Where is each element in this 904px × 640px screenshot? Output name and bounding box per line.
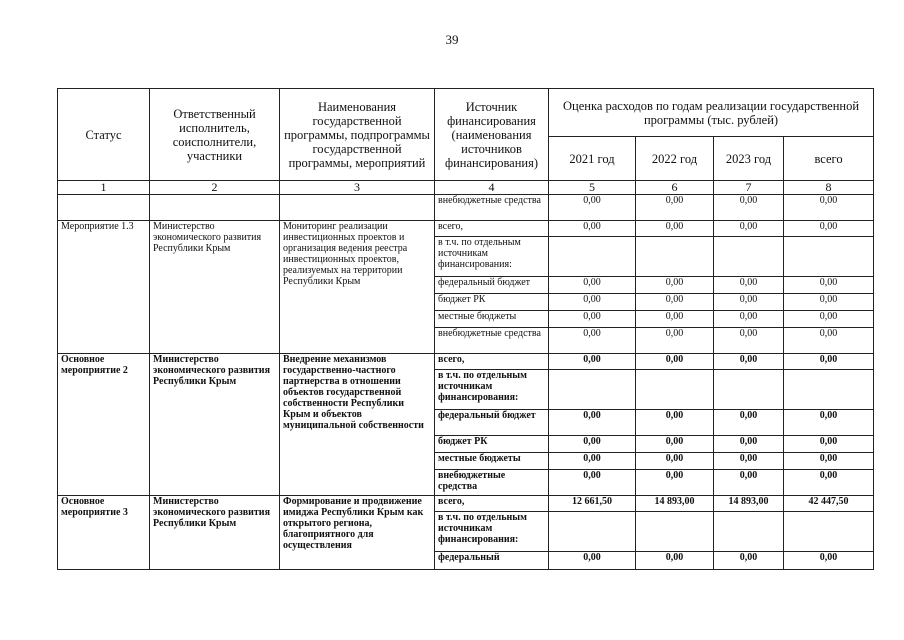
value-2022-cell: 0,00 [636, 328, 714, 354]
value-2021-cell: 0,00 [549, 453, 636, 470]
value-2021-cell: 0,00 [549, 294, 636, 311]
value-2022-cell [636, 237, 714, 277]
value-2023-cell: 0,00 [714, 277, 784, 294]
value-2021-cell: 0,00 [549, 221, 636, 237]
funding-source-cell: федеральный бюджет [435, 277, 549, 294]
funding-source-cell: федеральный бюджет [435, 410, 549, 436]
value-2022-cell: 0,00 [636, 311, 714, 328]
value-2021-cell: 0,00 [549, 470, 636, 496]
responsible-cell: Министерство экономического развития Республики Крым [150, 354, 280, 496]
value-2023-cell [714, 370, 784, 410]
value-2023-cell [714, 512, 784, 552]
header-total: всего [784, 137, 874, 181]
funding-source-cell: местные бюджеты [435, 311, 549, 328]
value-2021-cell [549, 370, 636, 410]
value-total-cell: 0,00 [784, 453, 874, 470]
responsible-cell [150, 195, 280, 221]
status-cell: Мероприятие 1.3 [58, 221, 150, 354]
status-cell: Основное мероприятие 2 [58, 354, 150, 496]
value-total-cell: 0,00 [784, 410, 874, 436]
column-number: 2 [150, 181, 280, 195]
value-total-cell: 0,00 [784, 470, 874, 496]
value-total-cell: 0,00 [784, 436, 874, 453]
value-2023-cell: 0,00 [714, 436, 784, 453]
value-2021-cell: 0,00 [549, 277, 636, 294]
value-2022-cell: 0,00 [636, 277, 714, 294]
value-total-cell: 0,00 [784, 294, 874, 311]
value-2021-cell: 0,00 [549, 436, 636, 453]
header-year-2023: 2023 год [714, 137, 784, 181]
status-cell: Основное мероприятие 3 [58, 496, 150, 570]
status-cell [58, 195, 150, 221]
value-2021-cell: 0,00 [549, 552, 636, 570]
value-2023-cell [714, 237, 784, 277]
funding-source-cell: всего, [435, 221, 549, 237]
value-2022-cell: 0,00 [636, 552, 714, 570]
header-responsible: Ответственный исполнитель, соисполнители, участники [150, 89, 280, 181]
table-row [58, 221, 874, 237]
value-2023-cell: 0,00 [714, 311, 784, 328]
column-number: 4 [435, 181, 549, 195]
value-2022-cell: 0,00 [636, 453, 714, 470]
value-2022-cell: 0,00 [636, 470, 714, 496]
measure-name-cell: Мониторинг реализации инвестиционных проектов и организация ведения реестра инвестиционных проектов, реализуемых на территории Республики Крым [280, 221, 435, 354]
header-year-2021: 2021 год [549, 137, 636, 181]
value-total-cell: 0,00 [784, 277, 874, 294]
value-total-cell: 42 447,50 [784, 496, 874, 512]
value-2023-cell: 0,00 [714, 195, 784, 221]
measure-name-cell: Внедрение механизмов государственно-частного партнерства в отношении объектов государственной собственности Республики Крым и объектов муниципальной собственности [280, 354, 435, 496]
funding-source-cell: внебюджетные средства [435, 470, 549, 496]
value-2023-cell: 0,00 [714, 453, 784, 470]
value-2022-cell: 0,00 [636, 195, 714, 221]
value-2022-cell: 0,00 [636, 221, 714, 237]
value-2023-cell: 0,00 [714, 470, 784, 496]
page-number: 39 [445, 32, 459, 47]
funding-source-cell: местные бюджеты [435, 453, 549, 470]
value-total-cell: 0,00 [784, 221, 874, 237]
funding-source-cell: внебюджетные средства [435, 195, 549, 221]
value-total-cell: 0,00 [784, 328, 874, 354]
header-status: Статус [58, 89, 150, 181]
value-2021-cell [549, 237, 636, 277]
column-number: 1 [58, 181, 150, 195]
funding-source-cell: всего, [435, 496, 549, 512]
value-total-cell [784, 370, 874, 410]
value-total-cell: 0,00 [784, 311, 874, 328]
column-number: 3 [280, 181, 435, 195]
value-2021-cell: 0,00 [549, 354, 636, 370]
value-2021-cell: 0,00 [549, 195, 636, 221]
value-2023-cell: 0,00 [714, 328, 784, 354]
value-2023-cell: 0,00 [714, 221, 784, 237]
value-2022-cell: 0,00 [636, 410, 714, 436]
value-2021-cell: 0,00 [549, 328, 636, 354]
budget-table [57, 88, 874, 570]
funding-source-cell: в т.ч. по отдельным источникам финансирования: [435, 512, 549, 552]
funding-source-cell: всего, [435, 354, 549, 370]
measure-name-cell [280, 195, 435, 221]
value-2023-cell: 14 893,00 [714, 496, 784, 512]
value-2023-cell: 0,00 [714, 354, 784, 370]
column-number: 8 [784, 181, 874, 195]
header-name: Наименования государственной программы, подпрограммы государственной программы, мероприятий [280, 89, 435, 181]
value-2022-cell: 14 893,00 [636, 496, 714, 512]
funding-source-cell: федеральный [435, 552, 549, 570]
value-total-cell: 0,00 [784, 195, 874, 221]
value-total-cell: 0,00 [784, 552, 874, 570]
funding-source-cell: бюджет РК [435, 294, 549, 311]
funding-source-cell: бюджет РК [435, 436, 549, 453]
column-number: 7 [714, 181, 784, 195]
value-2021-cell: 0,00 [549, 410, 636, 436]
column-number: 6 [636, 181, 714, 195]
header-year-2022: 2022 год [636, 137, 714, 181]
table-row [58, 496, 874, 512]
column-number: 5 [549, 181, 636, 195]
header-source: Источник финансирования (наименования источников финансирования) [435, 89, 549, 181]
value-2022-cell: 0,00 [636, 436, 714, 453]
responsible-cell: Министерство экономического развития Республики Крым [150, 221, 280, 354]
value-2022-cell [636, 370, 714, 410]
funding-source-cell: в т.ч. по отдельным источникам финансирования: [435, 237, 549, 277]
value-2023-cell: 0,00 [714, 552, 784, 570]
value-2021-cell: 12 661,50 [549, 496, 636, 512]
value-2023-cell: 0,00 [714, 294, 784, 311]
value-2022-cell: 0,00 [636, 354, 714, 370]
value-2021-cell [549, 512, 636, 552]
value-2022-cell: 0,00 [636, 294, 714, 311]
value-total-cell [784, 237, 874, 277]
value-2023-cell: 0,00 [714, 410, 784, 436]
measure-name-cell: Формирование и продвижение имиджа Республики Крым как открытого региона, благоприятного для осуществления [280, 496, 435, 570]
funding-source-cell: внебюджетные средства [435, 328, 549, 354]
value-2021-cell: 0,00 [549, 311, 636, 328]
responsible-cell: Министерство экономического развития Республики Крым [150, 496, 280, 570]
table-row [58, 354, 874, 370]
value-total-cell [784, 512, 874, 552]
table-row [58, 195, 874, 221]
value-total-cell: 0,00 [784, 354, 874, 370]
header-estimate: Оценка расходов по годам реализации государственной программы (тыс. рублей) [549, 89, 874, 137]
funding-source-cell: в т.ч. по отдельным источникам финансирования: [435, 370, 549, 410]
value-2022-cell [636, 512, 714, 552]
